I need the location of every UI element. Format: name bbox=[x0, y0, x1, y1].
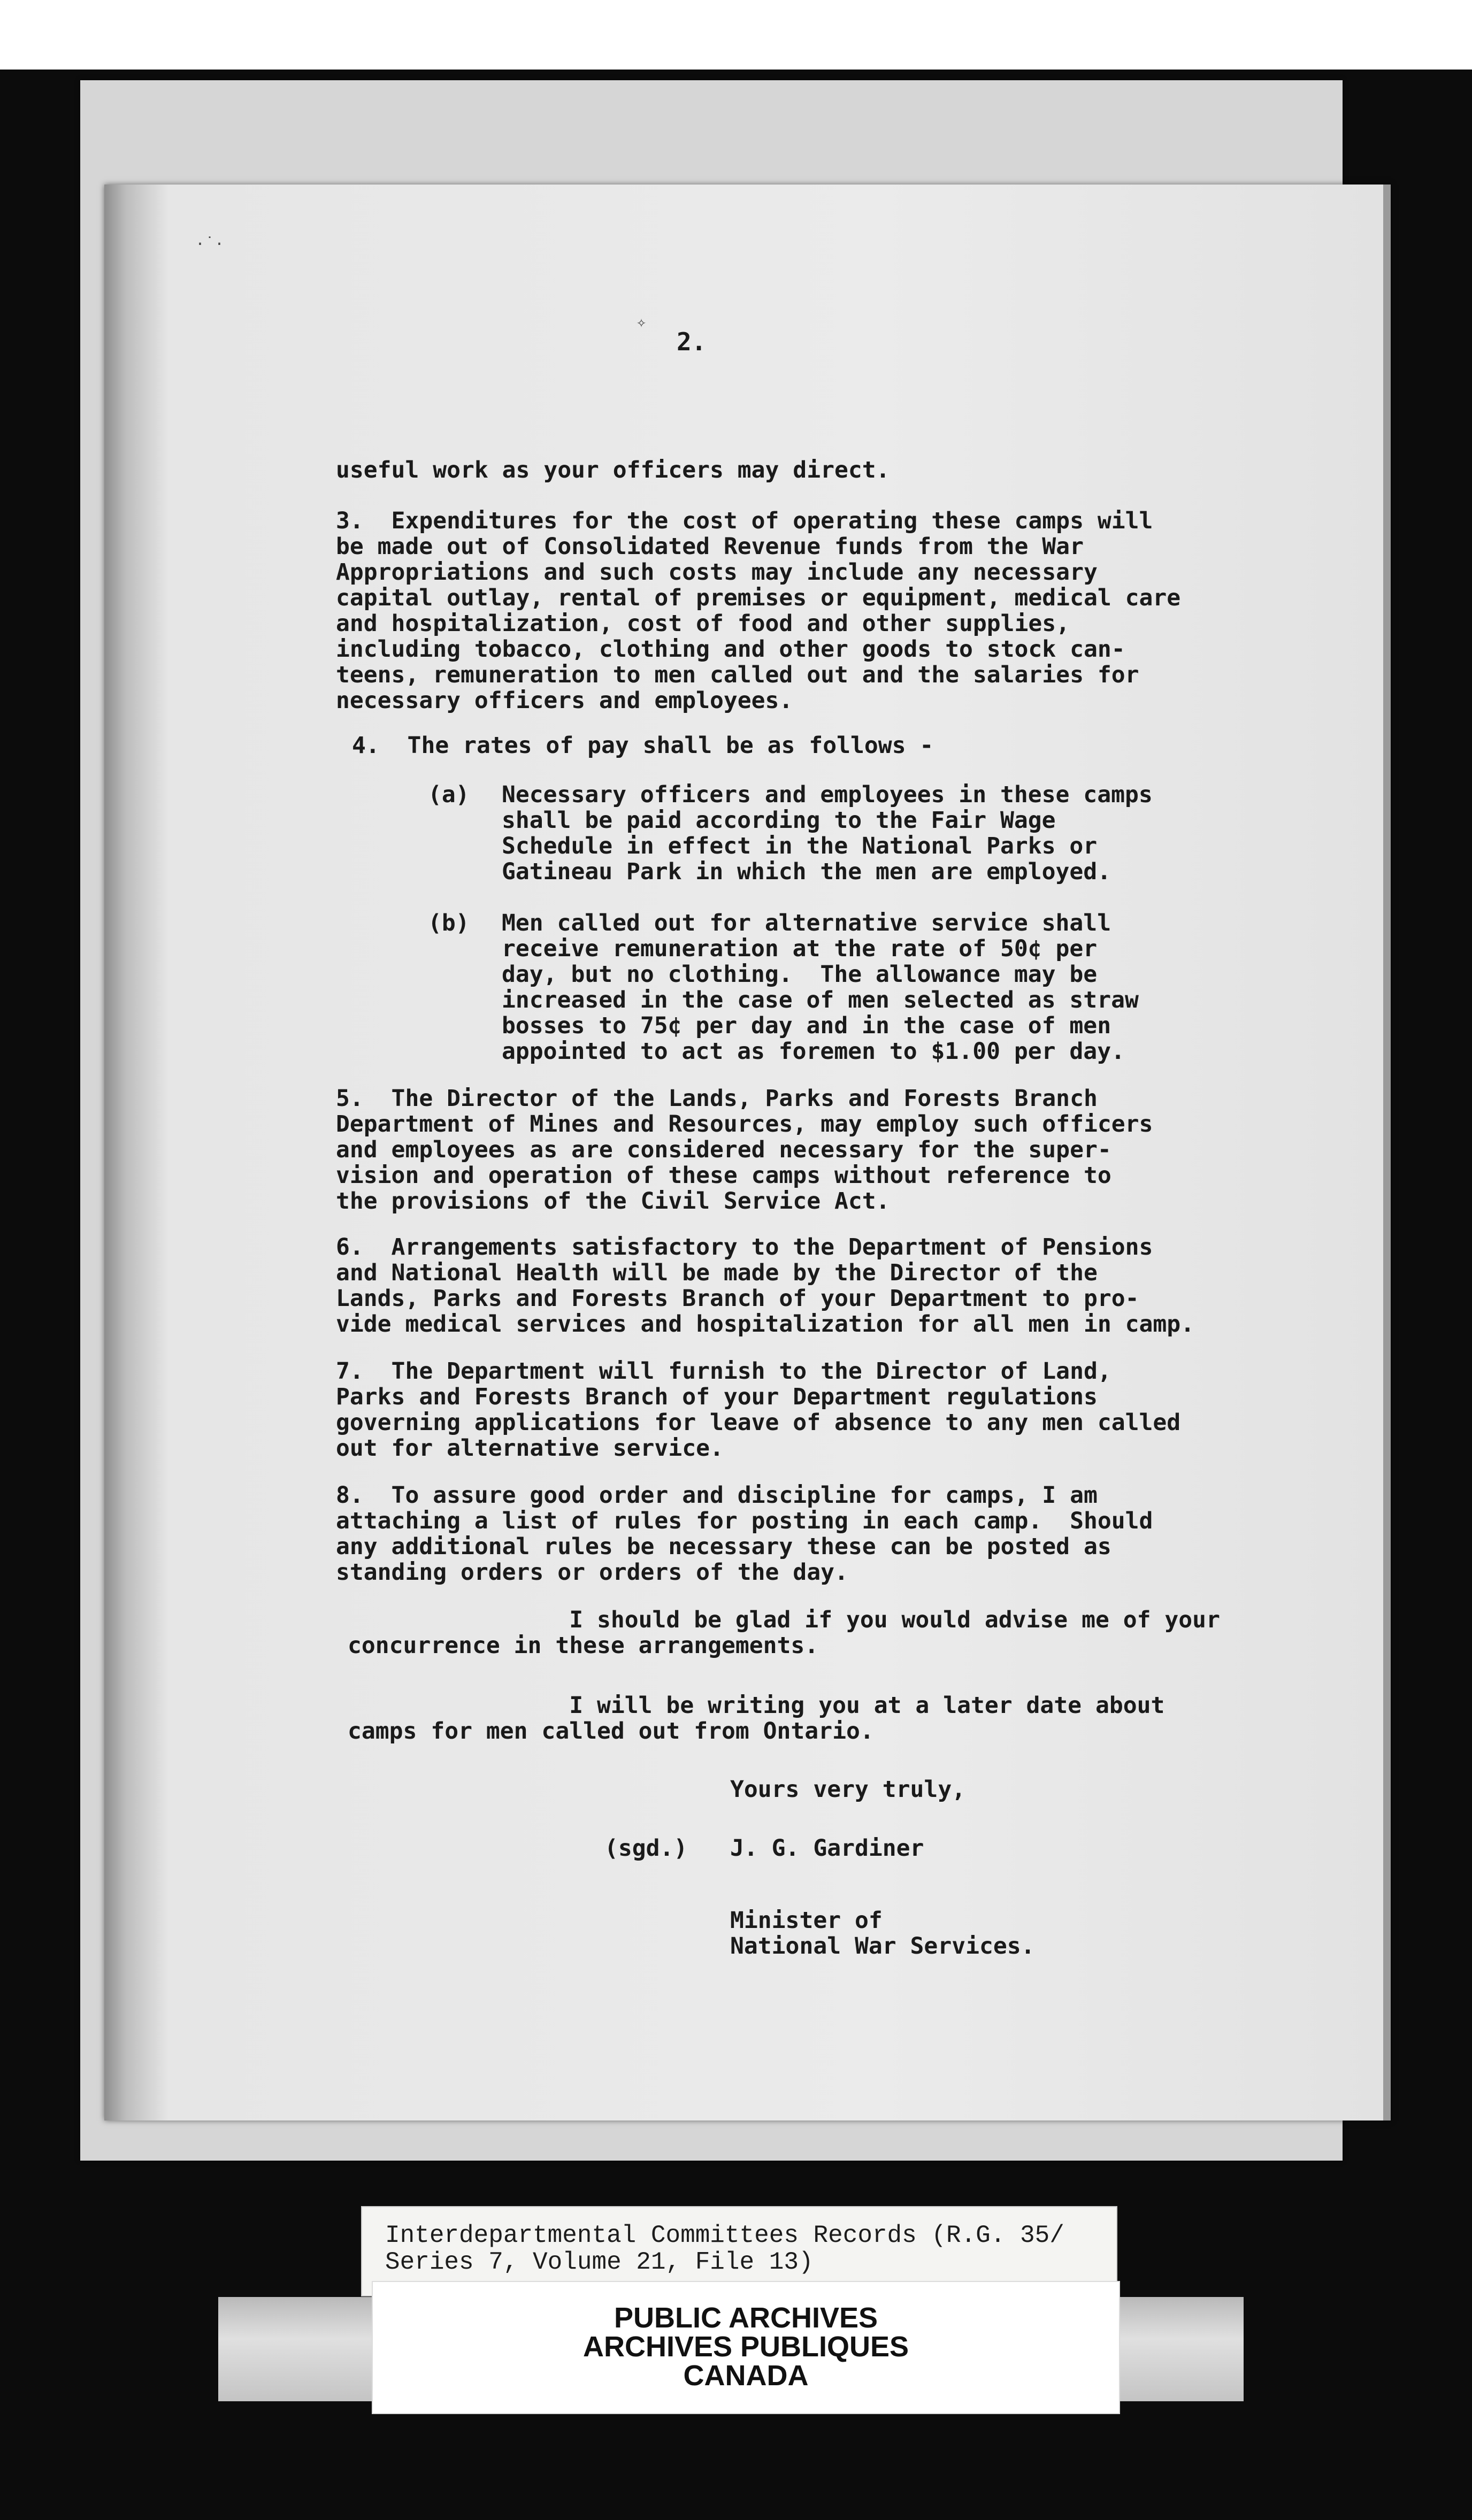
ink-speck: ·˙· bbox=[195, 235, 225, 253]
paragraph-7: 7. The Department will furnish to the Director of Land, Parks and Forests Branch of your Department regulations governing applications for leave of absence to any men called out for alternative service. bbox=[336, 1358, 1181, 1462]
stamp-line-1: PUBLIC ARCHIVES bbox=[614, 2302, 878, 2334]
letter-closing: Yours very truly, bbox=[730, 1776, 966, 1803]
ontario-paragraph: I will be writing you at a later date about camps for men called out from Ontario. bbox=[348, 1692, 1165, 1745]
item-b-text: Men called out for alternative service shall receive remuneration at the rate of 50¢ per day, but no clothing. The allowance may be increased in the case of men selected as straw bosses to 75¢ per day and in the case of men appointed to act as foremen to $1.00 per day. bbox=[502, 910, 1139, 1065]
item-a-label: (a) bbox=[428, 781, 470, 808]
concurrence-paragraph: I should be glad if you would advise me of your concurrence in these arrangements. bbox=[348, 1607, 1220, 1659]
archive-reference-text: Interdepartmental Committees Records (R.G. 35/ Series 7, Volume 21, File 13) bbox=[385, 2222, 1064, 2276]
archives-stamp bbox=[372, 2281, 1120, 2414]
paragraph-5: 5. The Director of the Lands, Parks and Forests Branch Department of Mines and Resources, may employ such officers and employees as are considered necessary for the super- vision and operation of these camps without reference to the provisions of the Civil Service Act. bbox=[336, 1085, 1153, 1215]
paragraph-3: 3. Expenditures for the cost of operating these camps will be made out of Consolidated Revenue funds from the War Appropriations and such costs may include any necessary capital outlay, rental of premises or equipment, medical care and hospitalization, cost of food and other supplies, including tobacco, clothing and other goods to stock can- teens, remuneration to men called out and the salaries for necessary officers and employees. bbox=[336, 508, 1181, 714]
item-a-text: Necessary officers and employees in these camps shall be paid according to the Fair Wage Schedule in effect in the National Parks or Gatineau Park in which the men are employed. bbox=[502, 781, 1153, 885]
signed-marker: (sgd.) bbox=[604, 1835, 688, 1862]
stamp-line-3: CANADA bbox=[683, 2360, 809, 2392]
signer-title: Minister of National War Services. bbox=[730, 1907, 1035, 1960]
tape-left bbox=[218, 2297, 379, 2401]
stamp-line-2: ARCHIVES PUBLIQUES bbox=[582, 2331, 909, 2363]
paragraph-6: 6. Arrangements satisfactory to the Department of Pensions and National Health will be made by the Director of the Lands, Parks and Forests Branch of your Department to pro- vide medical services and hospitalization for all men in camp. bbox=[336, 1234, 1195, 1338]
film-top-border bbox=[0, 0, 1472, 70]
paragraph-8: 8. To assure good order and discipline for camps, I am attaching a list of rules for posting in each camp. Should any additional rules be necessary these can be posted as standing orders or orders of the day. bbox=[336, 1482, 1153, 1586]
page-edge bbox=[1383, 185, 1391, 2121]
continued-text: useful work as your officers may direct. bbox=[336, 457, 890, 483]
ink-speck: ✧ bbox=[637, 314, 647, 333]
paragraph-4-intro: 4. The rates of pay shall be as follows - bbox=[352, 732, 934, 759]
item-b-label: (b) bbox=[428, 910, 470, 936]
signer-name: J. G. Gardiner bbox=[730, 1835, 924, 1862]
tape-right bbox=[1110, 2297, 1244, 2401]
page-number: 2. bbox=[677, 327, 707, 356]
